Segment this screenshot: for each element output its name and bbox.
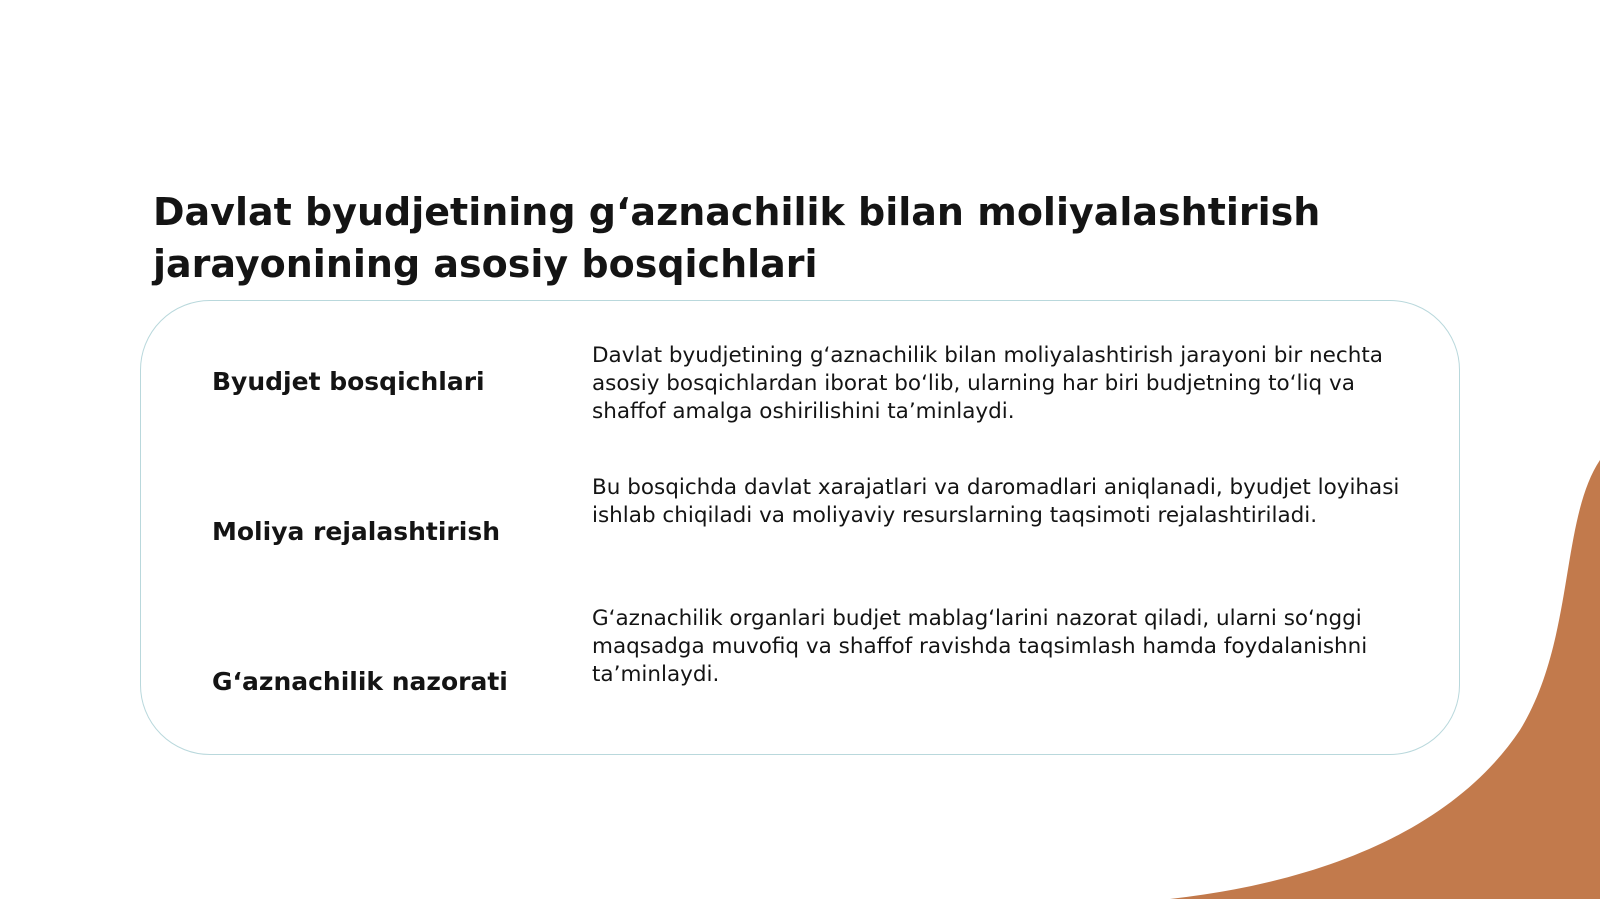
description-line: ishlab chiqiladi va moliyaviy resurslarning taqsimoti rejalashtiriladi.: [592, 503, 1318, 528]
description-line: Bu bosqichda davlat xarajatlari va daromadlari aniqlanadi, byudjet loyihasi: [592, 475, 1400, 500]
slide-title-line-2: jarayonining asosiy bosqichlari: [153, 242, 818, 286]
row-label-byudjet-bosqichlari: Byudjet bosqichlari: [212, 367, 485, 396]
slide-title: [153, 186, 1453, 290]
description-line: G‘aznachilik organlari budjet mablag‘larini nazorat qiladi, ularni so‘nggi: [592, 606, 1362, 631]
description-line: shaffof amalga oshirilishini ta’minlaydi.: [592, 399, 1015, 424]
row-label-gaznachilik-nazorati: G‘aznachilik nazorati: [212, 667, 508, 696]
row-description-moliya-rejalashtirish: [592, 474, 1422, 530]
row-description-byudjet-bosqichlari: [592, 342, 1422, 426]
description-line: ta’minlaydi.: [592, 662, 720, 687]
slide-title-line-1: Davlat byudjetining g‘aznachilik bilan moliyalashtirish: [153, 190, 1321, 234]
description-line: Davlat byudjetining g‘aznachilik bilan moliyalashtirish jarayoni bir nechta: [592, 343, 1383, 368]
row-label-moliya-rejalashtirish: Moliya rejalashtirish: [212, 517, 501, 546]
description-line: asosiy bosqichlardan iborat bo‘lib, ularning har biri budjetning to‘liq va: [592, 371, 1355, 396]
row-description-gaznachilik-nazorati: [592, 605, 1422, 689]
description-line: maqsadga muvofiq va shaffof ravishda taqsimlash hamda foydalanishni: [592, 634, 1368, 659]
